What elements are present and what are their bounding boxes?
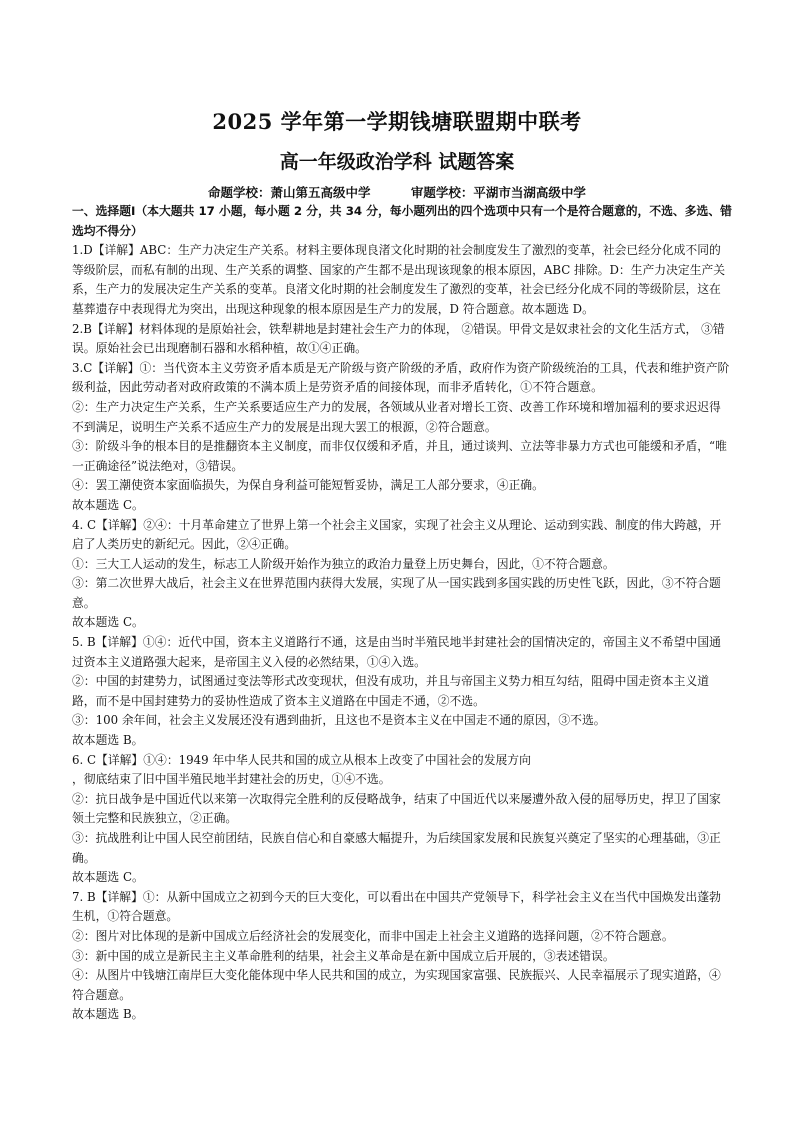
answer-body — [72, 202, 732, 1025]
answer-paragraph: 3.C【详解】①：当代资本主义劳资矛盾本质是无产阶级与资产阶级的矛盾，政府作为资产阶级统治的工具，代表和维护资产阶级利益，因此劳动者对政府政策的不满本质上是劳资矛盾的间接体现，而非矛盾转化，①不符合题意。 — [72, 360, 730, 395]
answer-paragraph: 2.B【详解】材料体现的是原始社会，铁犁耕地是封建社会生产力的体现， ②错误。甲骨文是奴隶社会的文化生活方式， ③错误。原始社会已出现磨制石器和水稻种植，故①④正确。 — [72, 321, 725, 356]
answer-paragraph: ③：新中国的成立是新民主主义革命胜利的结果，社会主义革命是在新中国成立后开展的，③表述错误。 — [72, 948, 615, 963]
answer-paragraph: ③：阶级斗争的根本目的是推翻资本主义制度，而非仅仅缓和矛盾，并且，通过谈判、立法等非暴力方式也可能缓和矛盾，“唯一正确途径”说法绝对，③错误。 — [72, 439, 727, 473]
answer-paragraph: 7. B【详解】①：从新中国成立之初到今天的巨大变化，可以看出在中国共产党领导下，科学社会主义在当代中国焕发出蓬勃生机，①符合题意。 — [72, 889, 721, 924]
answer-paragraph: 4. C【详解】②④：十月革命建立了世界上第一个社会主义国家，实现了社会主义从理论、运动到实践、制度的伟大跨越，开启了人类历史的新纪元。因此，②④正确。 — [72, 517, 722, 552]
answer-paragraph: ④：从图片中钱塘江南岸巨大变化能体现中华人民共和国的成立，为实现国家富强、民族振兴、人民幸福展示了现实道路，④符合题意。 — [72, 968, 721, 1002]
section-heading: 一、选择题Ⅰ（本大题共 17 小题，每小题 2 分，共 34 分，每小题列出的四个选项中只有一个是符合题意的，不选、多选、错选均不得分） — [72, 204, 732, 238]
answer-paragraph: ①：三大工人运动的发生，标志工人阶级开始作为独立的政治力量登上历史舞台，因此，①不符合题意。 — [72, 556, 615, 571]
answer-paragraph: ②：中国的封建势力，试图通过变法等形式改变现状，但没有成功，并且与帝国主义势力相互勾结，阻碍中国走资本主义道路，而不是中国封建势力的妥协性造成了资本主义道路在中国走不通，②不选。 — [72, 674, 710, 708]
answer-paragraph: ③：第二次世界大战后，社会主义在世界范围内获得大发展，实现了从一国实践到多国实践的历史性飞跃，因此，③不符合题意。 — [72, 576, 721, 610]
review-school: 审题学校：平湖市当湖高级中学 — [410, 185, 586, 200]
answer-paragraph: ②：图片对比体现的是新中国成立后经济社会的发展变化，而非中国走上社会主义道路的选择问题，②不符合题意。 — [72, 928, 674, 943]
answer-paragraph: ③：100 余年间，社会主义发展还没有遇到曲折，且这也不是资本主义在中国走不通的原因，③不选。 — [72, 713, 606, 728]
school-info — [0, 183, 794, 201]
answer-paragraph: ，彻底结束了旧中国半殖民地半封建社会的历史，①④不选。 — [72, 772, 391, 787]
propose-school: 命题学校：萧山第五高级中学 — [208, 185, 371, 200]
answer-paragraph: ②：抗日战争是中国近代以来第一次取得完全胜利的反侵略战争，结束了中国近代以来屡遭外敌入侵的屈辱历史，捍卫了国家领土完整和民族独立，②正确。 — [72, 791, 721, 826]
page-title: 2025 学年第一学期钱塘联盟期中联考 — [212, 109, 582, 134]
answer-paragraph: 故本题选 C。 — [72, 497, 144, 512]
answer-paragraph: 故本题选 C。 — [72, 615, 144, 630]
page-subtitle: 高一年级政治学科 试题答案 — [279, 151, 515, 173]
answer-paragraph: 故本题选 B。 — [72, 733, 144, 748]
answer-paragraph: 1.D【详解】ABC：生产力决定生产关系。材料主要体现良渚文化时期的社会制度发生了激烈的变革，社会已经分化成不同的等级阶层，而私有制的出现、生产关系的调整、国家的产生都不是出现该现象的根本原因，ABC 排除。D：生产力决定生产关系，生产力的发展决定生产关系的变革。良渚文化时期的社会制度发生了激烈的变革，社会已经分化成不同的等级阶层，这在墓葬遗存中表现得尤为突出，出现这种现象的根本原因是生产力的发展，D 符合题意。故本题选 D。 — [72, 243, 726, 316]
answer-paragraph: 故本题选 B。 — [72, 1007, 144, 1022]
answer-paragraph: ②：生产力决定生产关系，生产关系要适应生产力的发展，各领域从业者对增长工资、改善工作环境和增加福利的要求迟迟得不到满足，说明生产关系不适应生产力的发展是出现大罢工的根源，②符合题意。 — [72, 399, 721, 434]
answer-paragraph: ③：抗战胜利让中国人民空前团结，民族自信心和自豪感大幅提升，为后续国家发展和民族复兴奠定了坚实的心理基础，③正确。 — [72, 831, 721, 865]
answer-paragraph: ④：罢工潮使资本家面临损失，为保自身利益可能短暂妥协，满足工人部分要求，④正确。 — [72, 478, 544, 493]
answer-paragraph: 5. B【详解】①④：近代中国，资本主义道路行不通，这是由当时半殖民地半封建社会的国情决定的，帝国主义不希望中国通过资本主义道路强大起来，是帝国主义入侵的必然结果，①④入选。 — [72, 635, 721, 669]
answer-paragraph: 故本题选 C。 — [72, 870, 144, 885]
answer-paragraph: 6. C【详解】①④：1949 年中华人民共和国的成立从根本上改变了中国社会的发展方向 — [72, 752, 531, 767]
